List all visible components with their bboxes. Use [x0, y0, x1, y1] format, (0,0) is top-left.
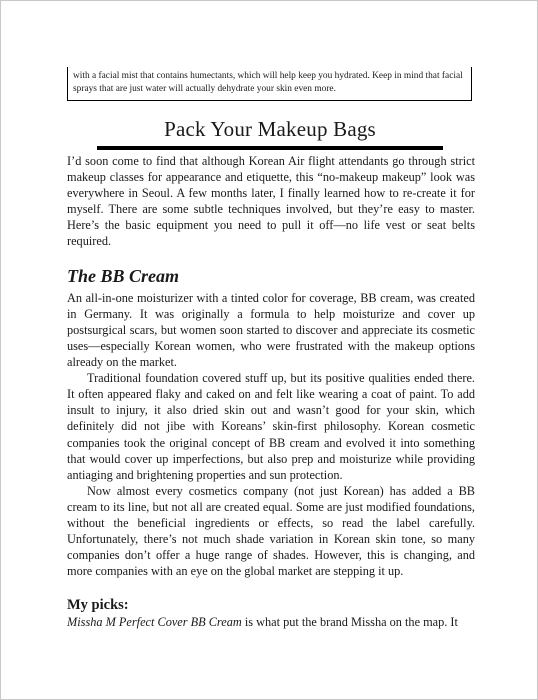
section-title: Pack Your Makeup Bags: [97, 117, 443, 150]
bb-cream-paragraph-3: Now almost every cosmetics company (not just Korean) has added a BB cream to its line, but not all are created equal. Some are just modified foundations, without the beneficial ingredients or effects, so read the label carefully. Unfortunately, there’s not much shade variation in Korean skin tone, so many companies don’t offer a huge range of shades. However, this is changing, and more companies with an eye on the global market are stepping it up.: [67, 483, 475, 579]
picks-paragraph: [67, 614, 475, 630]
intro-paragraph: I’d soon come to find that although Korean Air flight attendants go through strict makeup classes for appearance and etiquette, this “no-makeup makeup” look was everywhere in Seoul. A few months later, I finally learned how to re-create it for myself. There are some subtle techniques involved, but they’re easy to master. Here’s the basic equipment you need to pull it off—no life vest or seat belts required.: [67, 154, 475, 249]
bb-cream-paragraph-1: An all-in-one moisturizer with a tinted color for coverage, BB cream, was created in Germany. It was originally a formula to help moisturize and cover up postsurgical scars, but women soon started to discover and appreciate its cosmetic uses—especially Korean women, who were frustrated with the makeup options already on the market.: [67, 290, 475, 370]
tip-callout-box: [67, 67, 472, 101]
picks-text: is what put the brand Missha on the map. It: [241, 615, 458, 630]
product-name: Missha M Perfect Cover BB Cream: [67, 615, 242, 630]
bb-cream-paragraph-2: Traditional foundation covered stuff up, but its positive qualities ended there. It often appeared flaky and caked on and felt like wearing a coat of paint. To add insult to injury, it also dried skin out and wasn’t good for your skin, which definitely did not jibe with Koreans’ skin-first philosophy. Korean cosmetic companies took the original concept of BB cream and evolved it into something that would cover up imperfections, but also prep and moisturize while providing antiaging and brightening properties and sun protection.: [67, 371, 475, 482]
main-content: [67, 153, 475, 631]
my-picks-heading: My picks:: [67, 597, 129, 614]
callout-text: with a facial mist that contains humectants, which will help keep you hydrated. Keep in mind that facial sprays that are just water will actually dehydrate your skin even more.: [73, 71, 463, 94]
bb-cream-heading: The BB Cream: [67, 265, 180, 286]
